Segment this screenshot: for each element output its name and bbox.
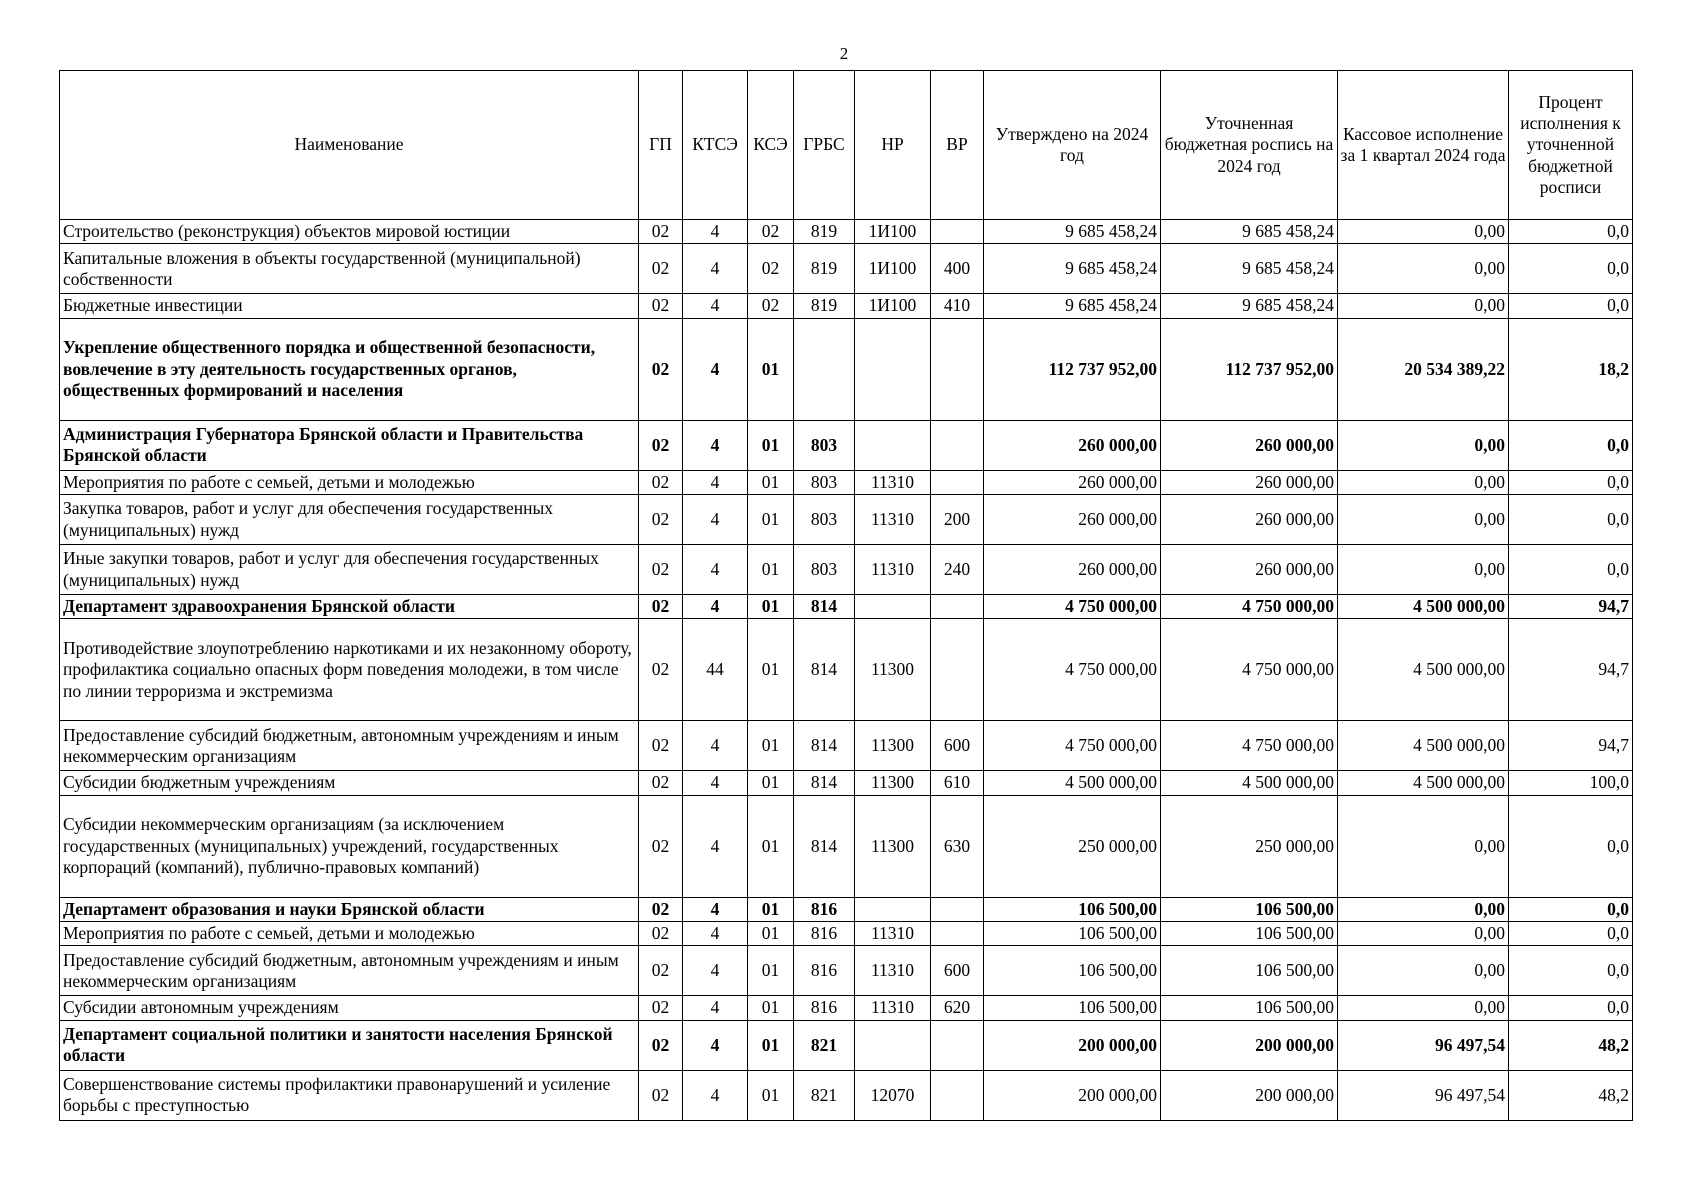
cell-gp: 02 <box>639 897 683 921</box>
cell-ktse: 44 <box>683 619 748 721</box>
cell-kse: 02 <box>748 220 794 244</box>
cell-cash: 4 500 000,00 <box>1338 721 1509 771</box>
cell-approved: 4 750 000,00 <box>984 721 1161 771</box>
cell-gp: 02 <box>639 1020 683 1070</box>
page-number: 2 <box>839 44 849 63</box>
cell-cash: 0,00 <box>1338 470 1509 494</box>
cell-kse: 01 <box>748 318 794 420</box>
table-body <box>60 220 1633 1121</box>
cell-refined: 106 500,00 <box>1161 946 1338 996</box>
table-row <box>60 294 1633 318</box>
cell-nr: 11310 <box>855 495 931 545</box>
cell-vr: 410 <box>931 294 984 318</box>
cell-ktse: 4 <box>683 318 748 420</box>
cell-vr <box>931 470 984 494</box>
cell-vr: 200 <box>931 495 984 545</box>
header-kse: КСЭ <box>748 71 794 220</box>
cell-kse: 01 <box>748 595 794 619</box>
cell-vr: 600 <box>931 946 984 996</box>
cell-ktse: 4 <box>683 946 748 996</box>
cell-kse: 01 <box>748 420 794 470</box>
cell-approved: 112 737 952,00 <box>984 318 1161 420</box>
cell-vr: 610 <box>931 771 984 795</box>
table-row <box>60 795 1633 897</box>
table-row <box>60 220 1633 244</box>
cell-cash: 96 497,54 <box>1338 1020 1509 1070</box>
cell-vr: 620 <box>931 996 984 1020</box>
cell-cash: 0,00 <box>1338 795 1509 897</box>
cell-kse: 01 <box>748 721 794 771</box>
cell-kse: 01 <box>748 922 794 946</box>
header-nr: НР <box>855 71 931 220</box>
cell-nr: 11310 <box>855 946 931 996</box>
cell-ktse: 4 <box>683 922 748 946</box>
table-row <box>60 420 1633 470</box>
header-ktse: КТСЭ <box>683 71 748 220</box>
table-row <box>60 771 1633 795</box>
cell-name: Совершенствование системы профилактики правонарушений и усиление борьбы с преступностью <box>60 1070 639 1120</box>
cell-gp: 02 <box>639 294 683 318</box>
header-grbs: ГРБС <box>794 71 855 220</box>
cell-refined: 4 750 000,00 <box>1161 721 1338 771</box>
cell-refined: 250 000,00 <box>1161 795 1338 897</box>
cell-refined: 106 500,00 <box>1161 897 1338 921</box>
cell-ktse: 4 <box>683 721 748 771</box>
cell-approved: 9 685 458,24 <box>984 220 1161 244</box>
cell-vr: 240 <box>931 545 984 595</box>
cell-kse: 02 <box>748 244 794 294</box>
table-row <box>60 244 1633 294</box>
cell-ktse: 4 <box>683 545 748 595</box>
cell-refined: 9 685 458,24 <box>1161 244 1338 294</box>
cell-name: Мероприятия по работе с семьей, детьми и молодежью <box>60 922 639 946</box>
cell-name: Департамент здравоохранения Брянской области <box>60 595 639 619</box>
cell-kse: 01 <box>748 545 794 595</box>
cell-nr: 11300 <box>855 795 931 897</box>
cell-percent: 0,0 <box>1509 897 1633 921</box>
table-row <box>60 996 1633 1020</box>
cell-kse: 01 <box>748 1020 794 1070</box>
cell-grbs: 803 <box>794 420 855 470</box>
cell-nr: 11310 <box>855 922 931 946</box>
cell-grbs: 814 <box>794 595 855 619</box>
cell-vr <box>931 897 984 921</box>
cell-cash: 0,00 <box>1338 495 1509 545</box>
cell-percent: 0,0 <box>1509 294 1633 318</box>
cell-kse: 01 <box>748 795 794 897</box>
cell-gp: 02 <box>639 220 683 244</box>
cell-gp: 02 <box>639 318 683 420</box>
cell-name: Бюджетные инвестиции <box>60 294 639 318</box>
cell-approved: 9 685 458,24 <box>984 244 1161 294</box>
cell-percent: 0,0 <box>1509 795 1633 897</box>
cell-gp: 02 <box>639 996 683 1020</box>
table-header <box>60 71 1633 220</box>
cell-vr: 600 <box>931 721 984 771</box>
cell-ktse: 4 <box>683 495 748 545</box>
cell-approved: 200 000,00 <box>984 1070 1161 1120</box>
table-row <box>60 495 1633 545</box>
cell-nr: 1И100 <box>855 294 931 318</box>
header-percent: Процент исполнения к уточненной бюджетной росписи <box>1509 71 1633 220</box>
cell-percent: 0,0 <box>1509 922 1633 946</box>
table-row <box>60 1020 1633 1070</box>
cell-nr: 1И100 <box>855 220 931 244</box>
cell-cash: 0,00 <box>1338 996 1509 1020</box>
cell-percent: 0,0 <box>1509 946 1633 996</box>
cell-gp: 02 <box>639 946 683 996</box>
cell-kse: 01 <box>748 470 794 494</box>
header-name: Наименование <box>60 71 639 220</box>
cell-cash: 4 500 000,00 <box>1338 771 1509 795</box>
cell-percent: 94,7 <box>1509 619 1633 721</box>
cell-approved: 106 500,00 <box>984 996 1161 1020</box>
cell-percent: 94,7 <box>1509 595 1633 619</box>
cell-gp: 02 <box>639 1070 683 1120</box>
cell-name: Предоставление субсидий бюджетным, автономным учреждениям и иным некоммерческим организациям <box>60 946 639 996</box>
cell-grbs: 816 <box>794 897 855 921</box>
cell-gp: 02 <box>639 495 683 545</box>
budget-table <box>59 70 1633 1121</box>
cell-name: Противодействие злоупотреблению наркотиками и их незаконному обороту, профилактика социально опасных форм поведения молодежи, в том числе по линии терроризма и экстремизма <box>60 619 639 721</box>
table-row <box>60 619 1633 721</box>
cell-approved: 260 000,00 <box>984 470 1161 494</box>
cell-name: Департамент социальной политики и занятости населения Брянской области <box>60 1020 639 1070</box>
cell-kse: 01 <box>748 771 794 795</box>
cell-percent: 0,0 <box>1509 244 1633 294</box>
cell-nr <box>855 1020 931 1070</box>
cell-grbs: 803 <box>794 495 855 545</box>
cell-approved: 106 500,00 <box>984 897 1161 921</box>
cell-approved: 4 500 000,00 <box>984 771 1161 795</box>
cell-cash: 0,00 <box>1338 420 1509 470</box>
cell-name: Капитальные вложения в объекты государственной (муниципальной) собственности <box>60 244 639 294</box>
cell-ktse: 4 <box>683 470 748 494</box>
cell-refined: 106 500,00 <box>1161 922 1338 946</box>
cell-vr <box>931 922 984 946</box>
table-row <box>60 721 1633 771</box>
cell-percent: 48,2 <box>1509 1070 1633 1120</box>
cell-vr <box>931 619 984 721</box>
cell-cash: 0,00 <box>1338 545 1509 595</box>
cell-gp: 02 <box>639 922 683 946</box>
cell-cash: 0,00 <box>1338 220 1509 244</box>
cell-kse: 01 <box>748 619 794 721</box>
table-row <box>60 545 1633 595</box>
cell-name: Предоставление субсидий бюджетным, автономным учреждениям и иным некоммерческим организациям <box>60 721 639 771</box>
table-row <box>60 1070 1633 1120</box>
cell-approved: 260 000,00 <box>984 495 1161 545</box>
cell-ktse: 4 <box>683 595 748 619</box>
cell-gp: 02 <box>639 595 683 619</box>
cell-gp: 02 <box>639 795 683 897</box>
cell-approved: 9 685 458,24 <box>984 294 1161 318</box>
table-row <box>60 897 1633 921</box>
cell-name: Иные закупки товаров, работ и услуг для обеспечения государственных (муниципальных) нужд <box>60 545 639 595</box>
cell-cash: 0,00 <box>1338 946 1509 996</box>
cell-refined: 106 500,00 <box>1161 996 1338 1020</box>
header-approved: Утверждено на 2024 год <box>984 71 1161 220</box>
cell-percent: 0,0 <box>1509 470 1633 494</box>
cell-nr: 11310 <box>855 545 931 595</box>
cell-cash: 96 497,54 <box>1338 1070 1509 1120</box>
cell-ktse: 4 <box>683 294 748 318</box>
cell-vr <box>931 220 984 244</box>
cell-cash: 0,00 <box>1338 294 1509 318</box>
cell-approved: 106 500,00 <box>984 922 1161 946</box>
cell-nr: 11300 <box>855 619 931 721</box>
cell-grbs: 803 <box>794 545 855 595</box>
cell-ktse: 4 <box>683 220 748 244</box>
cell-percent: 18,2 <box>1509 318 1633 420</box>
cell-approved: 260 000,00 <box>984 545 1161 595</box>
cell-name: Администрация Губернатора Брянской области и Правительства Брянской области <box>60 420 639 470</box>
cell-ktse: 4 <box>683 1020 748 1070</box>
cell-ktse: 4 <box>683 795 748 897</box>
cell-kse: 01 <box>748 495 794 545</box>
cell-grbs: 816 <box>794 996 855 1020</box>
cell-cash: 0,00 <box>1338 244 1509 294</box>
cell-cash: 4 500 000,00 <box>1338 595 1509 619</box>
cell-refined: 4 750 000,00 <box>1161 595 1338 619</box>
cell-approved: 106 500,00 <box>984 946 1161 996</box>
cell-percent: 0,0 <box>1509 420 1633 470</box>
cell-nr <box>855 420 931 470</box>
cell-vr <box>931 1020 984 1070</box>
cell-grbs: 821 <box>794 1070 855 1120</box>
cell-cash: 0,00 <box>1338 922 1509 946</box>
cell-ktse: 4 <box>683 1070 748 1120</box>
table-row <box>60 318 1633 420</box>
cell-refined: 4 750 000,00 <box>1161 619 1338 721</box>
cell-refined: 9 685 458,24 <box>1161 220 1338 244</box>
cell-grbs: 814 <box>794 795 855 897</box>
cell-grbs: 819 <box>794 294 855 318</box>
cell-grbs: 803 <box>794 470 855 494</box>
cell-grbs: 821 <box>794 1020 855 1070</box>
header-vr: ВР <box>931 71 984 220</box>
cell-refined: 200 000,00 <box>1161 1070 1338 1120</box>
cell-refined: 260 000,00 <box>1161 495 1338 545</box>
cell-approved: 250 000,00 <box>984 795 1161 897</box>
cell-percent: 48,2 <box>1509 1020 1633 1070</box>
cell-kse: 01 <box>748 996 794 1020</box>
cell-approved: 200 000,00 <box>984 1020 1161 1070</box>
cell-grbs: 819 <box>794 220 855 244</box>
cell-gp: 02 <box>639 619 683 721</box>
header-cash: Кассовое исполнение за 1 квартал 2024 года <box>1338 71 1509 220</box>
cell-kse: 02 <box>748 294 794 318</box>
cell-gp: 02 <box>639 545 683 595</box>
cell-refined: 260 000,00 <box>1161 470 1338 494</box>
cell-kse: 01 <box>748 897 794 921</box>
cell-nr: 1И100 <box>855 244 931 294</box>
cell-grbs: 814 <box>794 771 855 795</box>
cell-grbs: 816 <box>794 946 855 996</box>
cell-name: Субсидии некоммерческим организациям (за исключением государственных (муниципальных) учреждений, государственных корпораций (компаний), публично-правовых компаний) <box>60 795 639 897</box>
cell-cash: 0,00 <box>1338 897 1509 921</box>
cell-percent: 0,0 <box>1509 545 1633 595</box>
cell-gp: 02 <box>639 244 683 294</box>
cell-ktse: 4 <box>683 996 748 1020</box>
cell-name: Департамент образования и науки Брянской области <box>60 897 639 921</box>
cell-nr <box>855 897 931 921</box>
cell-vr: 630 <box>931 795 984 897</box>
cell-nr: 11310 <box>855 996 931 1020</box>
header-gp: ГП <box>639 71 683 220</box>
cell-vr <box>931 420 984 470</box>
table-row <box>60 946 1633 996</box>
cell-gp: 02 <box>639 470 683 494</box>
cell-approved: 260 000,00 <box>984 420 1161 470</box>
cell-percent: 0,0 <box>1509 996 1633 1020</box>
cell-vr: 400 <box>931 244 984 294</box>
cell-refined: 200 000,00 <box>1161 1020 1338 1070</box>
cell-kse: 01 <box>748 1070 794 1120</box>
cell-nr <box>855 318 931 420</box>
cell-gp: 02 <box>639 420 683 470</box>
cell-ktse: 4 <box>683 897 748 921</box>
cell-grbs <box>794 318 855 420</box>
cell-name: Укрепление общественного порядка и общественной безопасности, вовлечение в эту деятельность государственных органов, общественных формирований и населения <box>60 318 639 420</box>
cell-percent: 100,0 <box>1509 771 1633 795</box>
cell-name: Закупка товаров, работ и услуг для обеспечения государственных (муниципальных) нужд <box>60 495 639 545</box>
cell-name: Субсидии автономным учреждениям <box>60 996 639 1020</box>
cell-percent: 0,0 <box>1509 495 1633 545</box>
cell-nr: 12070 <box>855 1070 931 1120</box>
cell-refined: 112 737 952,00 <box>1161 318 1338 420</box>
cell-grbs: 819 <box>794 244 855 294</box>
cell-percent: 94,7 <box>1509 721 1633 771</box>
cell-gp: 02 <box>639 721 683 771</box>
cell-nr: 11300 <box>855 721 931 771</box>
cell-cash: 20 534 389,22 <box>1338 318 1509 420</box>
cell-ktse: 4 <box>683 420 748 470</box>
cell-nr: 11310 <box>855 470 931 494</box>
cell-cash: 4 500 000,00 <box>1338 619 1509 721</box>
cell-nr <box>855 595 931 619</box>
cell-refined: 260 000,00 <box>1161 545 1338 595</box>
table-row <box>60 595 1633 619</box>
cell-approved: 4 750 000,00 <box>984 595 1161 619</box>
cell-kse: 01 <box>748 946 794 996</box>
cell-refined: 4 500 000,00 <box>1161 771 1338 795</box>
cell-name: Субсидии бюджетным учреждениям <box>60 771 639 795</box>
cell-gp: 02 <box>639 771 683 795</box>
cell-vr <box>931 318 984 420</box>
cell-percent: 0,0 <box>1509 220 1633 244</box>
cell-grbs: 814 <box>794 619 855 721</box>
cell-grbs: 816 <box>794 922 855 946</box>
cell-name: Строительство (реконструкция) объектов мировой юстиции <box>60 220 639 244</box>
cell-nr: 11300 <box>855 771 931 795</box>
table-row <box>60 470 1633 494</box>
cell-ktse: 4 <box>683 771 748 795</box>
cell-refined: 9 685 458,24 <box>1161 294 1338 318</box>
cell-name: Мероприятия по работе с семьей, детьми и молодежью <box>60 470 639 494</box>
cell-grbs: 814 <box>794 721 855 771</box>
table-row <box>60 922 1633 946</box>
cell-approved: 4 750 000,00 <box>984 619 1161 721</box>
cell-ktse: 4 <box>683 244 748 294</box>
cell-vr <box>931 595 984 619</box>
header-refined: Уточненная бюджетная роспись на 2024 год <box>1161 71 1338 220</box>
cell-refined: 260 000,00 <box>1161 420 1338 470</box>
cell-vr <box>931 1070 984 1120</box>
